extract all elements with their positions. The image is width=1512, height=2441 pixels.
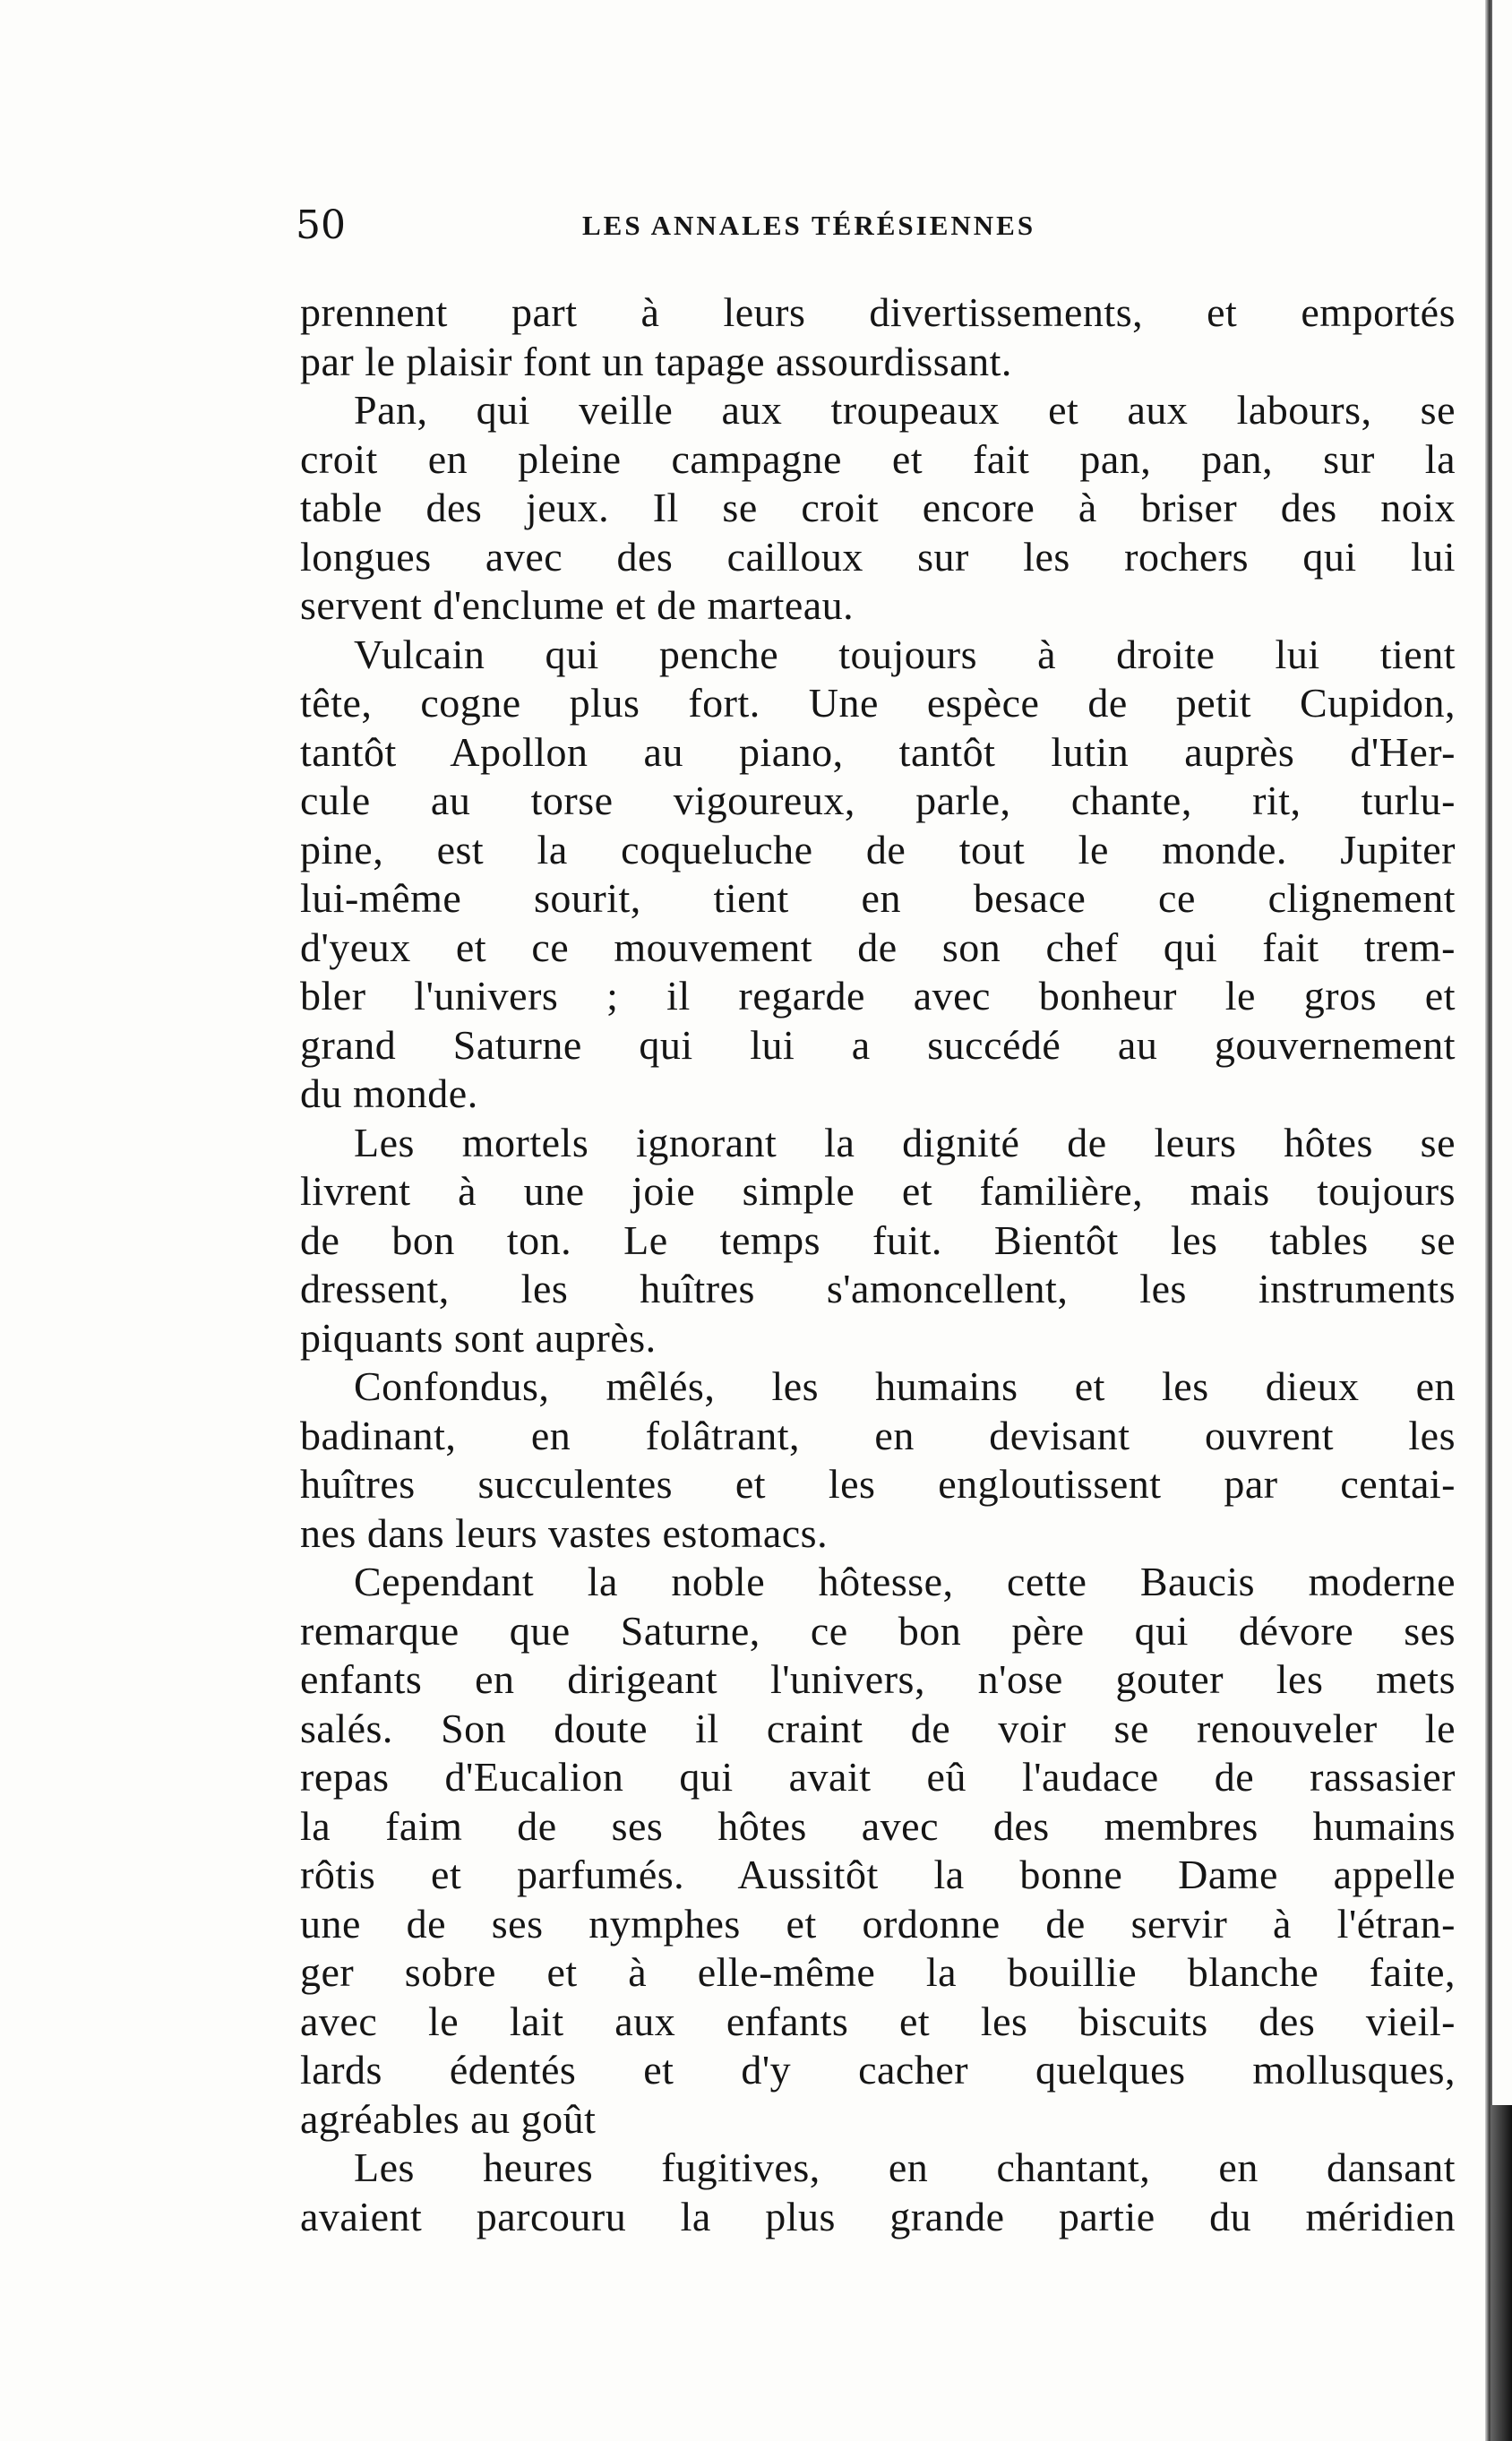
text-line: bler l'univers ; il regarde avec bonheur le gros et <box>300 973 1456 1019</box>
text-line: Les heures fugitives, en chantant, en dansant <box>354 2144 1456 2190</box>
text-line: Cependant la noble hôtesse, cette Baucis moderne <box>354 1559 1456 1604</box>
text-line: remarque que Saturne, ce bon père qui dévore ses <box>300 1607 1456 1654</box>
page-header <box>296 202 1191 256</box>
text-line: avec le lait aux enfants et les biscuits des vieil- <box>300 1998 1456 2044</box>
text-line: tantôt Apollon au piano, tantôt lutin auprès d'Her- <box>300 728 1456 775</box>
binding-shadow <box>1491 2105 1512 2441</box>
text-line: lards édentés et d'y cacher quelques mollusques, <box>300 2047 1456 2093</box>
text-line: une de ses nymphes et ordonne de servir à l'étran- <box>300 1900 1456 1947</box>
text-line: repas d'Eucalion qui avait eû l'audace de rassasier <box>300 1754 1456 1800</box>
text-line: huîtres succulentes et les engloutissent par centai- <box>300 1461 1456 1507</box>
text-line: grand Saturne qui lui a succédé au gouvernement <box>300 1021 1456 1068</box>
body-text <box>300 288 1456 2241</box>
text-line: rôtis et parfumés. Aussitôt la bonne Dame appelle <box>300 1852 1456 1897</box>
text-line: salés. Son doute il craint de voir se renouveler le <box>300 1705 1456 1751</box>
text-line: enfants en dirigeant l'univers, n'ose gouter les mets <box>300 1656 1456 1702</box>
page-edge-shadow <box>1485 0 1492 2441</box>
text-line: Vulcain qui penche toujours à droite lui tient <box>354 631 1456 677</box>
page-number: 50 <box>296 202 346 248</box>
text-line: cule au torse vigoureux, parle, chante, rit, turlu- <box>300 778 1456 823</box>
text-line: agréables au goût <box>300 2095 597 2142</box>
text-line: pine, est la coqueluche de tout le monde. Jupiter <box>300 826 1456 872</box>
text-line: Pan, qui veille aux troupeaux et aux labours, se <box>354 387 1456 433</box>
text-line: ger sobre et à elle-même la bouillie blanche faite, <box>300 1949 1456 1995</box>
text-line: par le plaisir font un tapage assourdissant. <box>300 338 1012 384</box>
text-line: Les mortels ignorant la dignité de leurs hôtes se <box>354 1119 1456 1165</box>
text-line: d'yeux et ce mouvement de son chef qui fait trem- <box>300 924 1456 970</box>
text-line: croit en pleine campagne et fait pan, pan, sur la <box>300 435 1456 482</box>
running-title: LES ANNALES TÉRÉSIENNES <box>582 210 1036 241</box>
text-line: Confondus, mêlés, les humains et les dieux en <box>354 1363 1456 1409</box>
text-line: avaient parcouru la plus grande partie du méridien <box>300 2193 1456 2239</box>
text-line: piquants sont auprès. <box>300 1314 657 1361</box>
text-line: lui-même sourit, tient en besace ce clignement <box>300 875 1456 921</box>
text-line: dressent, les huîtres s'amoncellent, les instruments <box>300 1266 1456 1311</box>
text-line: tête, cogne plus fort. Une espèce de petit Cupidon, <box>300 680 1456 726</box>
text-line: table des jeux. Il se croit encore à briser des noix <box>300 485 1456 530</box>
text-line: du monde. <box>300 1070 478 1116</box>
text-line: prennent part à leurs divertissements, et emportés <box>300 289 1456 335</box>
text-line: la faim de ses hôtes avec des membres humains <box>300 1802 1456 1849</box>
text-line: longues avec des cailloux sur les rochers qui lui <box>300 533 1456 580</box>
text-line: de bon ton. Le temps fuit. Bientôt les tables se <box>300 1216 1456 1263</box>
text-line: badinant, en folâtrant, en devisant ouvrent les <box>300 1412 1456 1458</box>
text-line: nes dans leurs vastes estomacs. <box>300 1509 829 1556</box>
text-line: livrent à une joie simple et familière, mais toujours <box>300 1168 1456 1214</box>
text-line: servent d'enclume et de marteau. <box>300 582 855 628</box>
